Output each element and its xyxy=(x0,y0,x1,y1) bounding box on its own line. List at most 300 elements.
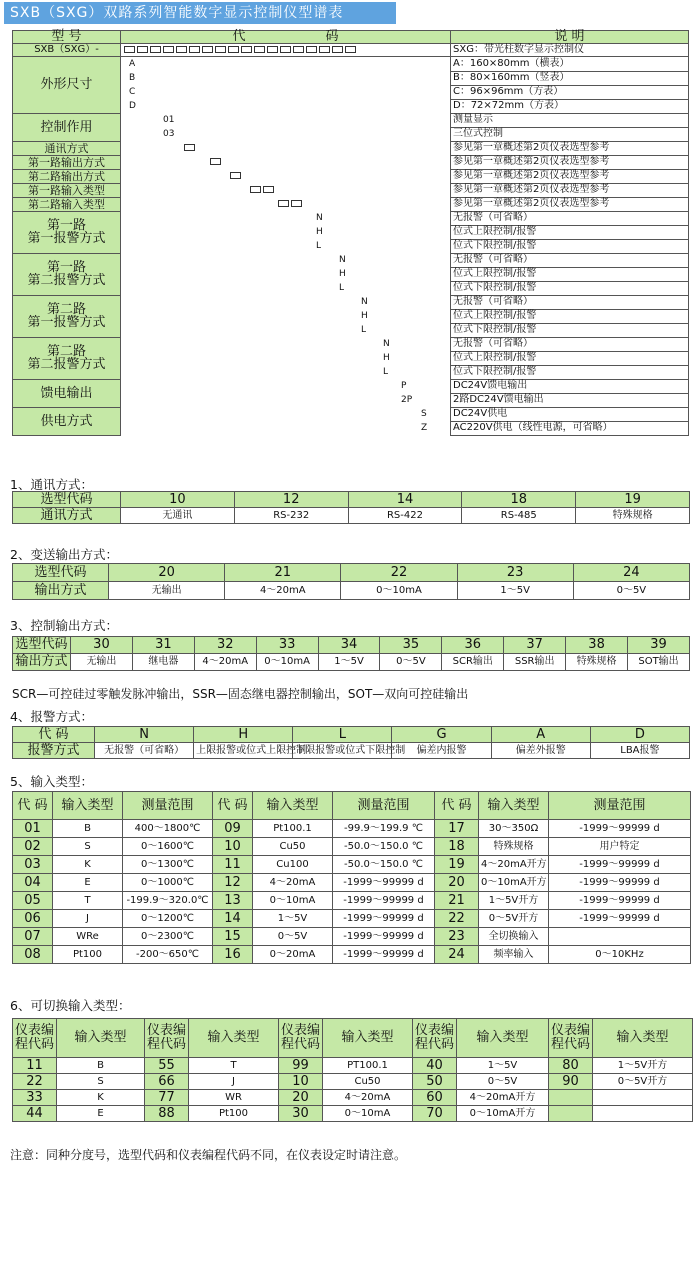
option-desc: 无报警（可省略） xyxy=(451,211,689,225)
option-desc: 参见第一章概述第2页仪表选型参考 xyxy=(451,183,689,197)
code-marker xyxy=(345,46,356,53)
switch-value: B xyxy=(57,1058,145,1074)
input-value: B xyxy=(53,820,123,838)
option-desc: 位式下限控制/报警 xyxy=(451,365,689,379)
switchable-input-table xyxy=(12,1018,693,1122)
code-cell: L xyxy=(293,727,392,743)
option-code-text: H xyxy=(339,269,346,279)
switch-code: 30 xyxy=(279,1106,323,1122)
input-value: -50.0～150.0 ℃ xyxy=(333,856,435,874)
code-marker xyxy=(267,46,278,53)
code-cell: 24 xyxy=(573,564,689,582)
option-desc: 位式下限控制/报警 xyxy=(451,239,689,253)
input-row xyxy=(13,820,691,838)
option-desc: 位式上限控制/报警 xyxy=(451,225,689,239)
value-cell: 偏差内报警 xyxy=(392,743,491,759)
row-header-value: 输出方式 xyxy=(13,582,109,600)
option-code-text: 01 xyxy=(163,115,175,125)
option-desc: 位式下限控制/报警 xyxy=(451,323,689,337)
input-value: 30～350Ω xyxy=(479,820,549,838)
switch-code: 44 xyxy=(13,1106,57,1122)
switch-value: 0～5V开方 xyxy=(593,1074,693,1090)
value-row xyxy=(13,582,690,600)
input-value: T xyxy=(53,892,123,910)
option-desc: C：96×96mm（方表） xyxy=(451,85,689,99)
option-code xyxy=(121,267,451,281)
switch-code: 66 xyxy=(145,1074,189,1090)
switch-code: 60 xyxy=(413,1090,457,1106)
code-marker xyxy=(280,46,291,53)
switch-value: 4～20mA开方 xyxy=(457,1090,549,1106)
input-code: 24 xyxy=(435,946,479,964)
option-code-text: 2P xyxy=(401,395,413,405)
section-3-title: 3、控制输出方式： xyxy=(10,618,118,633)
spec-row xyxy=(13,337,689,351)
group-label: 通讯方式 xyxy=(13,141,121,155)
switch-header: 仪表编 程代码 xyxy=(145,1019,189,1058)
group-label: 控制作用 xyxy=(13,113,121,141)
value-cell: 下限报警或位式下限控制 xyxy=(293,743,392,759)
switch-code: 70 xyxy=(413,1106,457,1122)
code-marker xyxy=(210,158,221,165)
switch-value: Cu50 xyxy=(323,1074,413,1090)
input-value: 0～2300℃ xyxy=(123,928,213,946)
input-code: 22 xyxy=(435,910,479,928)
input-value: 1～5V xyxy=(253,910,333,928)
code-cell: H xyxy=(194,727,293,743)
input-value: -1999～99999 d xyxy=(333,892,435,910)
option-desc: 参见第一章概述第2页仪表选型参考 xyxy=(451,197,689,211)
input-value: E xyxy=(53,874,123,892)
input-header: 测量范围 xyxy=(549,792,691,820)
switch-value: 0～5V xyxy=(457,1074,549,1090)
switch-header: 仪表编 程代码 xyxy=(13,1019,57,1058)
option-desc: 三位式控制 xyxy=(451,127,689,141)
input-value: K xyxy=(53,856,123,874)
input-code: 07 xyxy=(13,928,53,946)
input-code: 16 xyxy=(213,946,253,964)
input-row xyxy=(13,910,691,928)
value-row xyxy=(13,743,690,759)
code-marker xyxy=(202,46,213,53)
transmit-table xyxy=(12,563,690,600)
code-cell: 31 xyxy=(132,637,194,654)
value-cell: 继电器 xyxy=(132,654,194,671)
input-value xyxy=(549,928,691,946)
input-type-table xyxy=(12,791,691,964)
model-code-cell: SXB（SXG）- xyxy=(13,44,121,57)
option-desc: 无报警（可省略） xyxy=(451,253,689,267)
spec-row xyxy=(13,197,689,211)
value-cell: 特殊规格 xyxy=(576,508,690,524)
code-cell: N xyxy=(95,727,194,743)
code-cell: 35 xyxy=(380,637,442,654)
row-header-code: 选型代码 xyxy=(13,492,121,508)
switch-header: 输入类型 xyxy=(57,1019,145,1058)
spec-row xyxy=(13,253,689,267)
option-code-text: P xyxy=(401,381,407,391)
group-label: 第二路 第一报警方式 xyxy=(13,295,121,337)
option-code xyxy=(121,421,451,435)
input-code: 19 xyxy=(435,856,479,874)
option-desc: 位式上限控制/报警 xyxy=(451,309,689,323)
switch-header: 仪表编 程代码 xyxy=(279,1019,323,1058)
code-row xyxy=(13,564,690,582)
option-desc: 测量显示 xyxy=(451,113,689,127)
switch-header: 输入类型 xyxy=(457,1019,549,1058)
row-header-code: 代 码 xyxy=(13,727,95,743)
option-desc: 参见第一章概述第2页仪表选型参考 xyxy=(451,141,689,155)
option-desc: AC220V供电（线性电源，可省略） xyxy=(451,421,689,435)
switch-code: 50 xyxy=(413,1074,457,1090)
code-row xyxy=(13,727,690,743)
value-row xyxy=(13,654,690,671)
input-value: 4～20mA xyxy=(253,874,333,892)
code-cell: 12 xyxy=(234,492,348,508)
value-cell: 4～20mA xyxy=(225,582,341,600)
switch-value: PT100.1 xyxy=(323,1058,413,1074)
row-header-value: 报警方式 xyxy=(13,743,95,759)
switch-code: 20 xyxy=(279,1090,323,1106)
switch-header: 仪表编 程代码 xyxy=(413,1019,457,1058)
input-code: 11 xyxy=(213,856,253,874)
input-code: 20 xyxy=(435,874,479,892)
header-model: 型 号 xyxy=(13,31,121,44)
input-header: 输入类型 xyxy=(53,792,123,820)
model-row xyxy=(13,44,689,57)
page-title: SXB（SXG）双路系列智能数字显示控制仪型谱表 xyxy=(4,2,396,24)
code-cell: 18 xyxy=(462,492,576,508)
option-code xyxy=(121,141,451,155)
option-code-text: H xyxy=(316,227,323,237)
option-code-text: C xyxy=(129,87,136,97)
switch-value: S xyxy=(57,1074,145,1090)
code-marker xyxy=(306,46,317,53)
group-label: 第二路 第二报警方式 xyxy=(13,337,121,379)
option-code xyxy=(121,239,451,253)
option-code-text: N xyxy=(316,213,323,223)
switch-header: 输入类型 xyxy=(593,1019,693,1058)
option-code xyxy=(121,253,451,267)
spec-row xyxy=(13,183,689,197)
code-cell: 20 xyxy=(109,564,225,582)
model-spec-table xyxy=(12,30,689,436)
option-desc: DC24V供电 xyxy=(451,407,689,421)
option-code xyxy=(121,379,451,393)
spec-row xyxy=(13,407,689,421)
option-desc: DC24V馈电输出 xyxy=(451,379,689,393)
switch-code: 77 xyxy=(145,1090,189,1106)
input-code: 17 xyxy=(435,820,479,838)
value-cell: 无输出 xyxy=(109,582,225,600)
switch-value: E xyxy=(57,1106,145,1122)
code-cell: D xyxy=(590,727,689,743)
code-marker xyxy=(230,172,241,179)
switch-code: 22 xyxy=(13,1074,57,1090)
input-row xyxy=(13,946,691,964)
value-cell: 上限报警或位式上限控制 xyxy=(194,743,293,759)
input-value: 全切换输入 xyxy=(479,928,549,946)
value-cell: 1～5V xyxy=(457,582,573,600)
option-code-text: B xyxy=(129,73,136,83)
code-cell: 37 xyxy=(504,637,566,654)
code-cell: 10 xyxy=(121,492,235,508)
input-value: -200～650℃ xyxy=(123,946,213,964)
input-code: 09 xyxy=(213,820,253,838)
option-code-text: L xyxy=(383,367,389,377)
input-row xyxy=(13,856,691,874)
option-code xyxy=(121,127,451,141)
code-cell: 36 xyxy=(442,637,504,654)
group-label: 第二路输出方式 xyxy=(13,169,121,183)
code-cell: 32 xyxy=(194,637,256,654)
input-value: 0～20mA xyxy=(253,946,333,964)
code-cell: 38 xyxy=(566,637,628,654)
value-cell: 无报警（可省略） xyxy=(95,743,194,759)
code-marker xyxy=(291,200,302,207)
option-code xyxy=(121,323,451,337)
switch-row xyxy=(13,1074,693,1090)
option-code xyxy=(121,197,451,211)
option-code-text: S xyxy=(421,409,427,419)
switch-code: 55 xyxy=(145,1058,189,1074)
group-label: 第二路输入类型 xyxy=(13,197,121,211)
group-label: 外形尺寸 xyxy=(13,57,121,114)
input-value: -1999～99999 d xyxy=(549,856,691,874)
model-desc: SXG：带光柱数字显示控制仪 xyxy=(451,44,689,57)
input-code: 03 xyxy=(13,856,53,874)
input-value: 0～1600℃ xyxy=(123,838,213,856)
code-marker xyxy=(176,46,187,53)
switch-code: 90 xyxy=(549,1074,593,1090)
option-desc: D：72×72mm（方表） xyxy=(451,99,689,113)
value-cell: RS-485 xyxy=(462,508,576,524)
group-label: 第一路输入类型 xyxy=(13,183,121,197)
header-code-2: 码 xyxy=(325,29,339,44)
value-cell: 4～20mA xyxy=(194,654,256,671)
switch-value: 1～5V开方 xyxy=(593,1058,693,1074)
switch-value xyxy=(593,1090,693,1106)
group-label: 馈电输出 xyxy=(13,379,121,407)
code-marker xyxy=(250,186,261,193)
input-value: Cu50 xyxy=(253,838,333,856)
value-cell: 特殊规格 xyxy=(566,654,628,671)
value-row xyxy=(13,508,690,524)
alarm-table xyxy=(12,726,690,759)
input-header: 代 码 xyxy=(435,792,479,820)
group-label: 第一路输出方式 xyxy=(13,155,121,169)
value-cell: SSR输出 xyxy=(504,654,566,671)
switch-value: 4～20mA xyxy=(323,1090,413,1106)
switch-code xyxy=(549,1106,593,1122)
option-desc: 无报警（可省略） xyxy=(451,337,689,351)
section-2-title: 2、变送输出方式： xyxy=(10,547,118,562)
input-value: -1999～99999 d xyxy=(549,892,691,910)
code-marker xyxy=(332,46,343,53)
switch-value: 0～10mA xyxy=(323,1106,413,1122)
value-cell: 偏差外报警 xyxy=(491,743,590,759)
input-code: 08 xyxy=(13,946,53,964)
option-code xyxy=(121,183,451,197)
section-5-title: 5、输入类型： xyxy=(10,774,93,789)
option-desc: 无报警（可省略） xyxy=(451,295,689,309)
switch-header: 输入类型 xyxy=(189,1019,279,1058)
option-code xyxy=(121,155,451,169)
input-row xyxy=(13,892,691,910)
option-desc: 位式上限控制/报警 xyxy=(451,267,689,281)
input-row xyxy=(13,928,691,946)
footer-note: 注意：同种分度号，选型代码和仪表编程代码不同，在仪表设定时请注意。 xyxy=(10,1148,407,1162)
code-cell: 39 xyxy=(628,637,690,654)
input-value: Pt100.1 xyxy=(253,820,333,838)
input-row xyxy=(13,874,691,892)
option-desc: B：80×160mm（竖表） xyxy=(451,71,689,85)
switch-code: 80 xyxy=(549,1058,593,1074)
switch-value: WR xyxy=(189,1090,279,1106)
option-code xyxy=(121,71,451,85)
switch-row xyxy=(13,1106,693,1122)
group-label: 第一路 第二报警方式 xyxy=(13,253,121,295)
switch-code: 11 xyxy=(13,1058,57,1074)
option-desc: 参见第一章概述第2页仪表选型参考 xyxy=(451,169,689,183)
option-code xyxy=(121,211,451,225)
group-label: 第一路 第一报警方式 xyxy=(13,211,121,253)
switch-code: 40 xyxy=(413,1058,457,1074)
code-cell: 33 xyxy=(256,637,318,654)
option-code-text: L xyxy=(316,241,322,251)
code-cell: 19 xyxy=(576,492,690,508)
option-code-text: N xyxy=(361,297,368,307)
option-code xyxy=(121,85,451,99)
switch-code: 99 xyxy=(279,1058,323,1074)
switch-code xyxy=(549,1090,593,1106)
code-marker xyxy=(263,186,274,193)
input-code: 12 xyxy=(213,874,253,892)
switch-value: Pt100 xyxy=(189,1106,279,1122)
switch-header-row xyxy=(13,1019,693,1058)
input-value: 4～20mA开方 xyxy=(479,856,549,874)
input-value: -50.0～150.0 ℃ xyxy=(333,838,435,856)
code-marker xyxy=(293,46,304,53)
value-cell: SOT输出 xyxy=(628,654,690,671)
input-value: -1999～99999 d xyxy=(549,820,691,838)
input-value: 0～10mA开方 xyxy=(479,874,549,892)
input-code: 14 xyxy=(213,910,253,928)
code-row xyxy=(13,637,690,654)
input-header: 输入类型 xyxy=(253,792,333,820)
code-cell: 14 xyxy=(348,492,462,508)
option-code-text: L xyxy=(361,325,367,335)
code-cell: 30 xyxy=(71,637,133,654)
input-value: 特殊规格 xyxy=(479,838,549,856)
input-header: 代 码 xyxy=(213,792,253,820)
switch-row xyxy=(13,1090,693,1106)
option-desc: A：160×80mm（横表） xyxy=(451,57,689,72)
header-code-1: 代 xyxy=(232,29,246,44)
input-value: -199.9～320.0℃ xyxy=(123,892,213,910)
input-value: 0～1200℃ xyxy=(123,910,213,928)
option-code xyxy=(121,281,451,295)
spec-row xyxy=(13,155,689,169)
input-code: 23 xyxy=(435,928,479,946)
spec-row xyxy=(13,295,689,309)
option-code xyxy=(121,295,451,309)
option-code-text: H xyxy=(361,311,368,321)
input-code: 05 xyxy=(13,892,53,910)
value-cell: 0～5V xyxy=(573,582,689,600)
option-desc: 位式上限控制/报警 xyxy=(451,351,689,365)
option-code xyxy=(121,309,451,323)
input-value: -1999～99999 d xyxy=(333,874,435,892)
value-cell: 0～5V xyxy=(380,654,442,671)
value-cell: 无输出 xyxy=(71,654,133,671)
option-code-text: H xyxy=(383,353,390,363)
input-code: 02 xyxy=(13,838,53,856)
input-value: Cu100 xyxy=(253,856,333,874)
option-code-text: N xyxy=(383,339,390,349)
section-4-title: 4、报警方式： xyxy=(10,709,93,724)
option-code xyxy=(121,407,451,421)
model-code-markers xyxy=(121,44,451,57)
value-cell: SCR输出 xyxy=(442,654,504,671)
code-marker xyxy=(278,200,289,207)
option-desc: 参见第一章概述第2页仪表选型参考 xyxy=(451,155,689,169)
input-code: 04 xyxy=(13,874,53,892)
spec-row xyxy=(13,141,689,155)
spec-row xyxy=(13,113,689,127)
option-code xyxy=(121,113,451,127)
input-header: 输入类型 xyxy=(479,792,549,820)
group-label: 供电方式 xyxy=(13,407,121,435)
input-code: 18 xyxy=(435,838,479,856)
value-cell: 1～5V xyxy=(318,654,380,671)
input-value: 用户特定 xyxy=(549,838,691,856)
input-value: Pt100 xyxy=(53,946,123,964)
switch-value xyxy=(593,1106,693,1122)
value-cell: RS-232 xyxy=(234,508,348,524)
value-cell: RS-422 xyxy=(348,508,462,524)
spec-row xyxy=(13,211,689,225)
value-cell: 无通讯 xyxy=(121,508,235,524)
switch-code: 33 xyxy=(13,1090,57,1106)
input-value: -1999～99999 d xyxy=(333,910,435,928)
input-value: S xyxy=(53,838,123,856)
input-value: -1999～99999 d xyxy=(333,928,435,946)
input-value: 400～1800℃ xyxy=(123,820,213,838)
option-code xyxy=(121,169,451,183)
input-value: 0～10KHz xyxy=(549,946,691,964)
code-cell: 23 xyxy=(457,564,573,582)
code-cell: 22 xyxy=(341,564,457,582)
input-header: 代 码 xyxy=(13,792,53,820)
switch-value: 0～10mA开方 xyxy=(457,1106,549,1122)
input-code: 10 xyxy=(213,838,253,856)
row-header-code: 选型代码 xyxy=(13,564,109,582)
value-cell: LBA报警 xyxy=(590,743,689,759)
code-marker xyxy=(319,46,330,53)
code-marker xyxy=(189,46,200,53)
code-cell: G xyxy=(392,727,491,743)
code-marker xyxy=(228,46,239,53)
code-marker xyxy=(124,46,135,53)
option-code-text: Z xyxy=(421,423,428,433)
row-header-value: 通讯方式 xyxy=(13,508,121,524)
header-desc: 说 明 xyxy=(451,31,689,44)
input-value: 0～10mA xyxy=(253,892,333,910)
comm-table xyxy=(12,491,690,524)
input-code: 13 xyxy=(213,892,253,910)
code-marker xyxy=(241,46,252,53)
